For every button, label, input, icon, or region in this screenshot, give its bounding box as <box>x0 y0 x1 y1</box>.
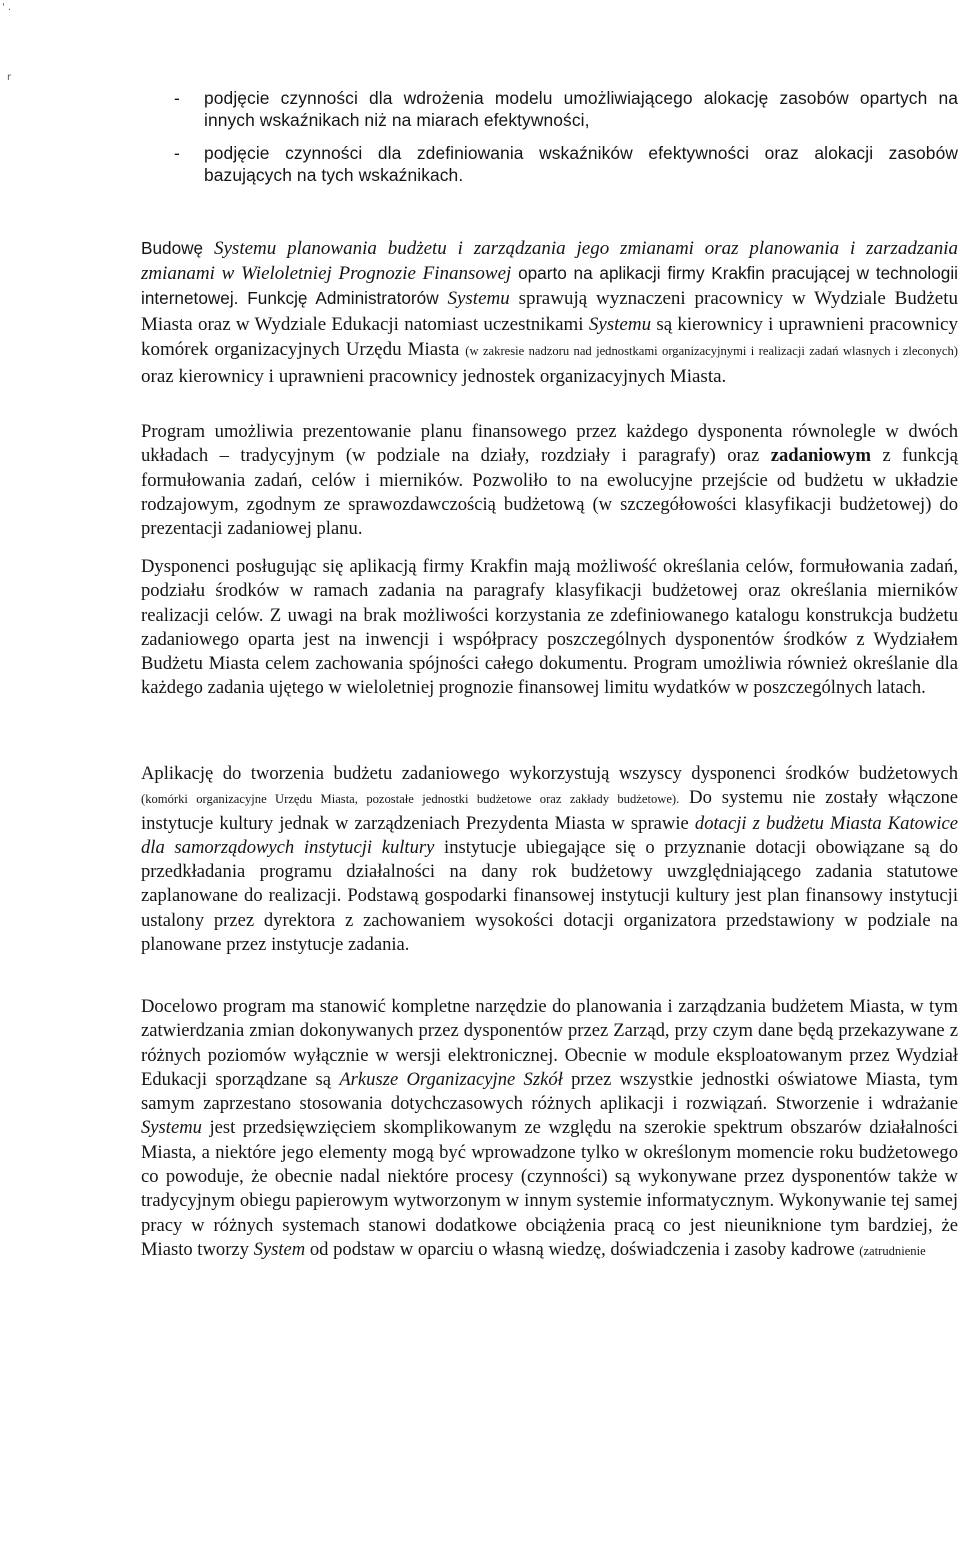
text-run: przez wszystkie jednostki oświatowe Miasta, tym samym zaprzestano stosowania dotychczasowych różnych aplikacji i rozwiązań. Stworzenie i wdrażanie <box>141 1068 958 1115</box>
paragraph-program <box>141 420 958 541</box>
text-run: Do systemu nie zostały włączone instytucje kultury jednak w zarządzeniach Prezydenta Miasta w sprawie <box>141 787 958 834</box>
text-run: sprawują wyznaczeni pracownicy w Wydziale Budżetu Miasta oraz w Wydziale Edukacji natomiast uczestnikami <box>141 288 958 335</box>
text-run: oraz kierownicy i uprawnieni pracownicy jednostek organizacyjnych Miasta. <box>141 366 727 388</box>
bullet-text: podjęcie czynności dla zdefiniowania wskaźników efektywności oraz alokacji zasobów bazujących na tych wskaźnikach. <box>204 143 958 185</box>
text-run: oparto na aplikacji firmy Krakfin pracującej w technologii internetowej. Funkcję Administratorów <box>141 263 958 309</box>
paragraph-aplikacja <box>141 762 958 957</box>
paragraph-system-description <box>141 236 958 389</box>
scan-mark-side: r <box>7 72 12 83</box>
text-run: instytucje ubiegające się o przyznanie dotacji obowiązane są do przedkładania programu działalności na dany rok budżetowy uwzględniającego zadania statutowe zaplanowane do realizacji. Podstawą gospodarki finansowej instytucji kultury jest plan finansowy instytucji ustalony przez dyrektora z zachowaniem wysokości dotacji organizatora przedstawiony w podziale na planowane przez instytucje zadania. <box>141 836 958 956</box>
scan-mark-top: ' . <box>2 2 12 13</box>
small-note: (zatrudnienie <box>859 1243 926 1258</box>
text-run: od podstaw w oparciu o własną wiedzę, doświadczenia i zasoby kadrowe <box>305 1238 860 1260</box>
bullet-text: podjęcie czynności dla wdrożenia modelu umożliwiającego alokację zasobów opartych na innych wskaźnikach niż na miarach efektywności, <box>204 88 958 130</box>
text-run: Docelowo program ma stanowić kompletne narzędzie do planowania i zarządzania budżetem Miasta, w tym zatwierdzania zmian dokonywanych przez dysponentów przez Zarząd, przy czym dane będą przekazywane z różnych poziomów wyłącznie w wersji elektronicznej. Obecnie w module eksploatowanym przez Wydział Edukacji sporządzane są <box>141 996 958 1090</box>
bold-term: zadaniowym <box>770 445 871 467</box>
italic-document-title: Arkusze Organizacyjne Szkół <box>339 1068 563 1090</box>
italic-system-name: Systemu planowania budżetu i zarządzania jego zmianami oraz planowania i zarzadzania zmianami w Wieloletniej Prognozie Finansowej <box>141 238 958 285</box>
small-note: (komórki organizacyjne Urzędu Miasta, pozostałe jednostki budżetowe oraz zakłady budżetowe). <box>141 792 680 807</box>
bullet-item <box>174 142 958 186</box>
paragraph-dysponenci <box>141 555 958 701</box>
italic-system: System <box>253 1238 306 1260</box>
bullet-item <box>174 87 958 131</box>
small-note: (w zakresie nadzoru nad jednostkami organizacyjnymi i realizacji zadań wlasnych i zleconych) <box>465 343 958 358</box>
bullet-dash: - <box>174 88 180 108</box>
paragraph-docelowo <box>141 995 958 1263</box>
text-run: Budowę <box>141 238 214 258</box>
italic-document-title: dotacji z budżetu Miasta Katowice dla samorządowych instytucji kultury <box>141 812 959 858</box>
text-run: z funkcją formułowania zadań, celów i mierników. Pozwoliło to na ewolucyjne przejście od budżetu w układzie rodzajowym, zgodnym ze sprawozdawczością budżetową (w szczegółowości klasyfikacji budżetowej) do prezentacji zadaniowej planu. <box>141 445 958 540</box>
bullet-list <box>174 87 958 197</box>
bullet-dash: - <box>174 143 180 163</box>
text-run: Aplikację do tworzenia budżetu zadaniowego wykorzystują wszyscy dysponenci środków budżetowych <box>141 763 958 784</box>
text-run: jest przedsięwzięciem skomplikowanym ze względu na szerokie spektrum obszarów działalności Miasta, a niektóre jego elementy mogą być wprowadzone tylko w określonym momencie roku budżetowego co powoduje, że obecnie nadal niektóre procesy (czynności) są wykonywane przez dysponentów także w tradycyjnym obiegu papierowym wytworzonym w innym systemie informatycznym. Wykonywanie tej samej pracy w różnych systemach stanowi dodatkowe obciążenia pracą co jest nieuniknione tym bardziej, że Miasto tworzy <box>141 1117 958 1260</box>
text-run: są kierownicy i uprawnieni pracownicy komórek organizacyjnych Urzędu Miasta <box>141 313 958 360</box>
text-run: Dysponenci posługując się aplikacją firmy Krakfin mają możliwość określania celów, formułowania zadań, podziału środków w ramach zadania na paragrafy klasyfikacji budżetowej oraz określania mierników realizacji celów. Z uwagi na brak możliwości korzystania ze zdefiniowanego katalogu konstrukcja budżetu zadaniowego oparta jest na inwencji i współpracy poszczególnych dysponentów środków z Wydziałem Budżetu Miasta celem zachowania spójności całego dokumentu. Program umożliwia również określanie dla każdego zadania ujętego w wieloletniej prognozie finansowej limitu wydatków w poszczególnych latach. <box>141 556 958 699</box>
italic-system: Systemu <box>141 1117 202 1139</box>
italic-system: Systemu <box>447 288 510 310</box>
text-run: Program umożliwia prezentowanie planu finansowego przez każdego dysponenta równolegle w dwóch układach – tradycyjnym (w podziale na działy, rozdziały i paragrafy) oraz <box>141 421 958 467</box>
italic-system: Systemu <box>588 313 652 335</box>
